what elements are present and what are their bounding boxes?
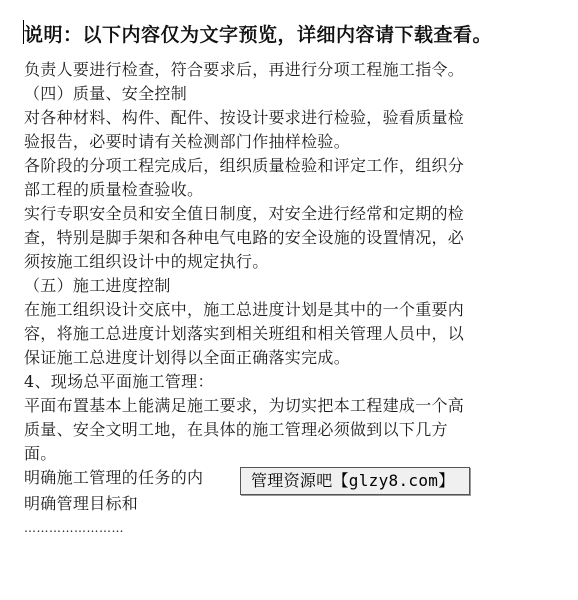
text-line: 明确管理目标和 bbox=[24, 494, 139, 513]
text-line: 容，将施工总进度计划落实到相关班组和相关管理人员中，以 bbox=[24, 324, 465, 343]
text-line: 须按施工组织设计中的规定执行。 bbox=[24, 252, 269, 271]
text-line: 查，特别是脚手架和各种电气电路的安全设施的设置情况，必 bbox=[24, 228, 465, 247]
text-line: 平面布置基本上能满足施工要求，为切实把本工程建成一个高 bbox=[24, 396, 465, 415]
text-line: 实行专职安全员和安全值日制度，对安全进行经常和定期的检 bbox=[24, 204, 465, 223]
text-line: 质量、安全文明工地，在具体的施工管理必须做到以下几方 bbox=[24, 420, 448, 439]
section-heading: （四）质量、安全控制 bbox=[24, 84, 188, 103]
truncation-ellipsis: …………………… bbox=[24, 521, 124, 535]
text-line: 对各种材料、构件、配件、按设计要求进行检验，验看质量检 bbox=[24, 108, 465, 127]
text-line: 部工程的质量检查验收。 bbox=[24, 180, 204, 199]
section-heading: 4、现场总平面施工管理： bbox=[24, 372, 214, 391]
text-line: 面。 bbox=[24, 444, 57, 463]
text-line: 在施工组织设计交底中，施工总进度计划是其中的一个重要内 bbox=[24, 300, 465, 319]
document-body bbox=[24, 58, 554, 536]
document-lines bbox=[24, 58, 554, 466]
watermark-line-prefix: 明确施工管理的任务的内 bbox=[24, 468, 204, 487]
watermark-badge: 管理资源吧【glzy8.com】 bbox=[240, 467, 470, 495]
text-line: 负责人要进行检查，符合要求后，再进行分项工程施工指令。 bbox=[24, 60, 465, 79]
watermark-line bbox=[24, 466, 554, 492]
text-line: 保证施工总进度计划得以全面正确落实完成。 bbox=[24, 348, 351, 367]
section-heading: （五）施工进度控制 bbox=[24, 276, 171, 295]
text-line: 各阶段的分项工程完成后，组织质量检验和评定工作，组织分 bbox=[24, 156, 465, 175]
preview-notice-text: 说明：以下内容仅为文字预览，详细内容请下载查看。 bbox=[24, 24, 493, 46]
text-line: 验报告，必要时请有关检测部门作抽样检验。 bbox=[24, 132, 351, 151]
